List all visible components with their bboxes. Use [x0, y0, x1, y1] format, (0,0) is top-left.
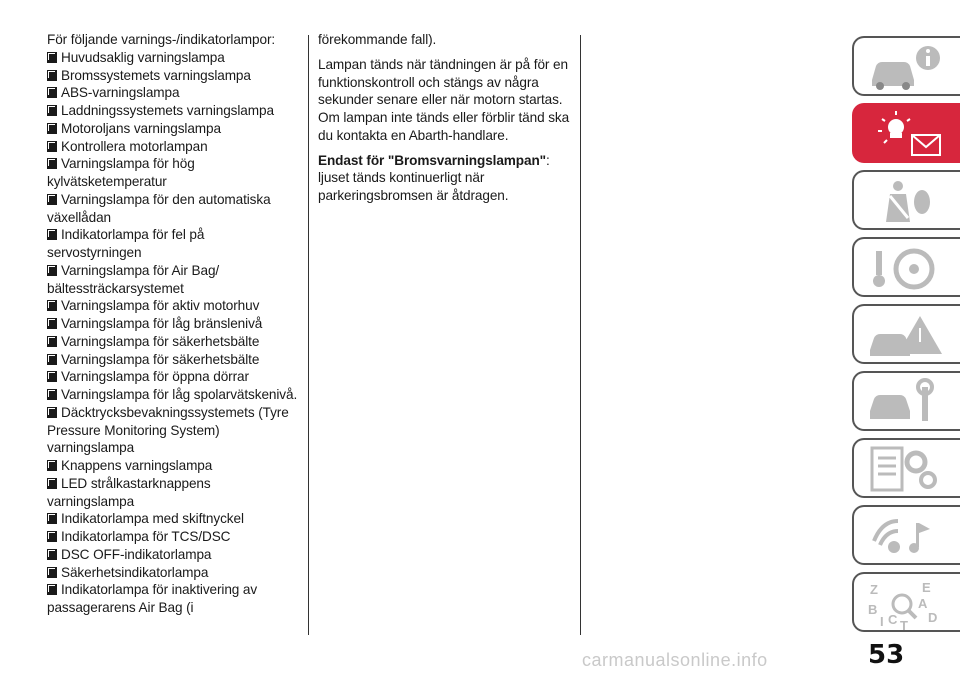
warning-lamp-list-item: [47, 404, 299, 457]
tab-starting-driving[interactable]: [852, 237, 960, 297]
tab-multimedia[interactable]: [852, 505, 960, 565]
warning-lamp-list-item: [47, 102, 299, 120]
warning-lamp-list-item: [47, 351, 299, 369]
list-item-text: Säkerhetsindikatorlampa: [61, 564, 209, 580]
checkbox-icon: [47, 229, 57, 240]
warning-lamp-list-item: [47, 138, 299, 156]
checkbox-icon: [47, 567, 57, 578]
list-item-text: Varningslampa för aktiv motorhuv: [61, 298, 260, 314]
index-letter: A: [918, 596, 928, 611]
index-alphabet-icon: [864, 578, 954, 630]
watermark-text: carmanualsonline.info: [582, 650, 768, 670]
checkbox-icon: [47, 158, 57, 169]
brake-warning-text: ljuset tänds kontinuerligt när parkeringsbromsen är åtdragen.: [318, 170, 509, 203]
list-item-text: Däcktrycksbevakningssystemets (Tyre Pressure Monitoring System) varningslampa: [47, 404, 289, 456]
list-item-text: Indikatorlampa för TCS/DSC: [61, 529, 231, 544]
paragraph-continuation: förekommande fall).: [318, 32, 437, 47]
warning-lamp-list-item: [47, 297, 299, 315]
column-divider-right: [580, 35, 581, 635]
warning-lamp-list-item: [47, 510, 299, 528]
warning-lamp-list-item: [47, 262, 299, 298]
checkbox-icon: [47, 52, 57, 63]
checkbox-icon: [47, 318, 57, 329]
tab-emergency[interactable]: [852, 304, 960, 364]
checkbox-icon: [47, 70, 57, 81]
warning-lamp-list-item: [47, 315, 299, 333]
warning-lamp-list: [47, 49, 299, 617]
car-maintenance-icon: [864, 377, 954, 429]
checkbox-icon: [47, 141, 57, 152]
warning-lamp-list-item: [47, 546, 299, 564]
list-item-text: Varningslampa för den automatiska växellådan: [47, 191, 271, 225]
seatbelt-airbag-icon: [864, 176, 954, 228]
list-item-text: Laddningssystemets varningslampa: [61, 103, 274, 118]
left-column: [47, 31, 299, 617]
checkbox-icon: [47, 336, 57, 347]
checkbox-icon: [47, 389, 57, 400]
index-letter: T: [900, 618, 908, 630]
car-accident-icon: [864, 310, 954, 362]
checkbox-icon: [47, 407, 57, 418]
index-letter: I: [880, 614, 884, 629]
checkbox-icon: [47, 300, 57, 311]
list-item-text: Knappens varningslampa: [61, 458, 213, 473]
warning-lamp-list-item: [47, 528, 299, 546]
right-column: [318, 31, 574, 212]
warning-lamp-list-item: [47, 120, 299, 138]
tab-warning-lights[interactable]: [852, 103, 960, 163]
checkbox-icon: [47, 531, 57, 542]
tab-car-info[interactable]: [852, 36, 960, 96]
checkbox-icon: [47, 478, 57, 489]
list-item-text: Varningslampa för låg spolarvätskenivå.: [61, 387, 298, 402]
list-item-text: Indikatorlampa för fel på servostyrningen: [47, 227, 205, 260]
list-item-text: Kontrollera motorlampan: [61, 138, 208, 154]
brake-warning-heading: Endast för "Bromsvarningslampan": [318, 152, 546, 168]
checkbox-icon: [47, 549, 57, 560]
list-item-text: Varningslampa för säkerhetsbälte: [61, 351, 260, 367]
checkbox-icon: [47, 105, 57, 116]
index-letter: E: [922, 580, 931, 595]
list-item-text: Indikatorlampa med skiftnyckel: [61, 511, 244, 527]
column-divider: [308, 35, 309, 635]
list-item-text: Varningslampa för öppna dörrar: [61, 369, 249, 385]
checkbox-icon: [47, 371, 57, 382]
list-item-text: Varningslampa för Air Bag/ bältessträckarsystemet: [47, 262, 220, 296]
list-item-text: Varningslampa för säkerhetsbälte: [61, 333, 260, 349]
key-steering-wheel-icon: [864, 243, 954, 295]
checkbox-icon: [47, 194, 57, 205]
checkbox-icon: [47, 460, 57, 471]
list-item-text: LED strålkastarknappens varningslampa: [47, 475, 211, 509]
checkbox-icon: [47, 87, 57, 98]
warning-lamp-list-item: [47, 386, 299, 404]
list-item-text: ABS-varningslampa: [61, 85, 180, 101]
list-item-text: Motoroljans varningslampa: [61, 120, 221, 136]
warning-lamp-list-item: [47, 226, 299, 262]
checkbox-icon: [47, 513, 57, 524]
index-letter: D: [928, 610, 938, 625]
paragraph-brake-warning: [318, 152, 574, 205]
warning-light-icon: [864, 109, 954, 161]
tab-technical-data[interactable]: [852, 438, 960, 498]
index-letter: C: [888, 612, 898, 627]
checkbox-icon: [47, 265, 57, 276]
list-item-text: Huvudsaklig varningslampa: [61, 49, 225, 65]
checkbox-icon: [47, 354, 57, 365]
list-item-text: Varningslampa för hög kylvätsketemperatur: [47, 156, 195, 189]
intro-text: För följande varnings-/indikatorlampor:: [47, 32, 276, 47]
warning-lamp-list-item: [47, 564, 299, 582]
tab-index[interactable]: [852, 572, 960, 632]
car-info-icon: [864, 42, 954, 94]
index-letter: B: [868, 602, 878, 617]
warning-lamp-list-item: [47, 475, 299, 511]
warning-lamp-list-item: [47, 457, 299, 475]
page-number: 53: [868, 640, 905, 670]
specifications-gear-icon: [864, 444, 954, 496]
tab-safety[interactable]: [852, 170, 960, 230]
warning-lamp-list-item: [47, 368, 299, 386]
warning-lamp-list-item: [47, 333, 299, 351]
multimedia-icon: [864, 511, 954, 563]
warning-lamp-list-item: [47, 581, 299, 617]
list-item-text: DSC OFF-indikatorlampa: [61, 546, 212, 562]
checkbox-icon: [47, 584, 57, 595]
brake-warning-colon: :: [546, 152, 550, 168]
warning-lamp-list-item: [47, 84, 299, 102]
index-letter: Z: [870, 582, 878, 597]
list-item-text: Indikatorlampa för inaktivering av passagerarens Air Bag (i: [47, 582, 258, 615]
list-item-text: Bromssystemets varningslampa: [61, 67, 251, 83]
warning-lamp-list-item: [47, 49, 299, 67]
warning-lamp-list-item: [47, 155, 299, 191]
warning-lamp-list-item: [47, 67, 299, 85]
list-item-text: Varningslampa för låg bränslenivå: [61, 316, 263, 331]
tab-maintenance[interactable]: [852, 371, 960, 431]
warning-lamp-list-item: [47, 191, 299, 227]
paragraph-lamp-check: Lampan tänds när tändningen är på för en funktionskontroll och stängs av några sekunder senare eller när motorn startas. Om lampan inte tänds eller förblir tänd ska du kontakta en Abarth-handlare.: [318, 56, 570, 143]
checkbox-icon: [47, 123, 57, 134]
